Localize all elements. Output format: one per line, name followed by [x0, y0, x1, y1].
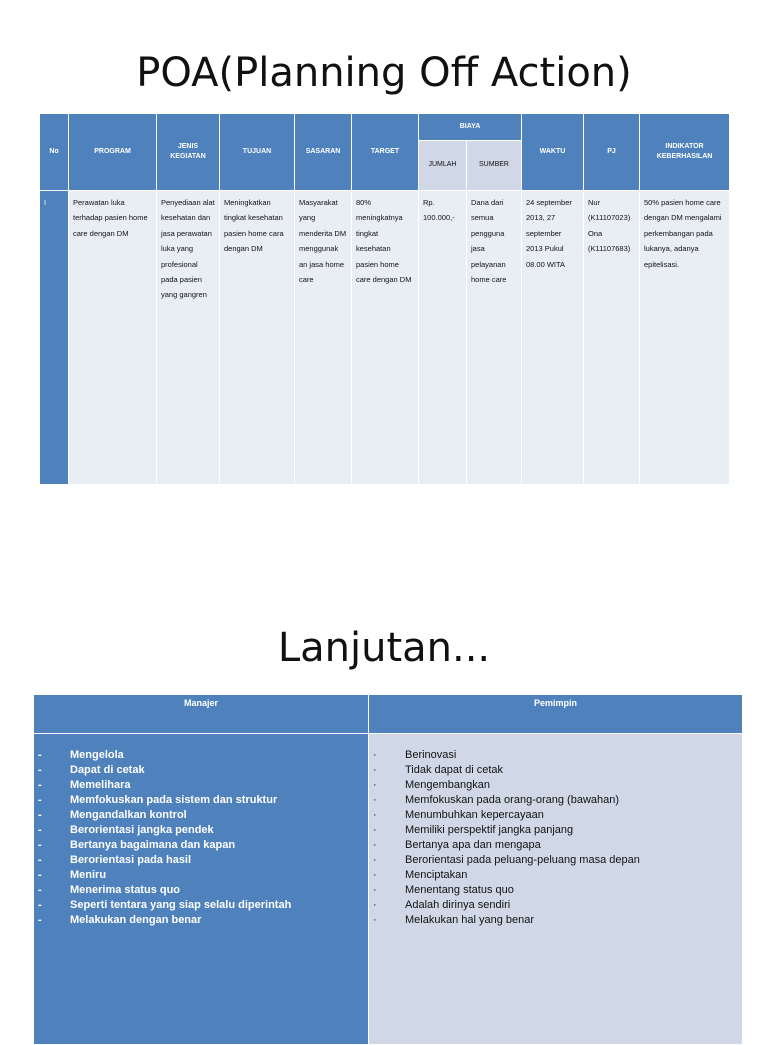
list-item	[36, 823, 366, 838]
list-item-text: Menumbuhkan kepercayaan	[405, 809, 544, 821]
list-item	[36, 778, 366, 793]
bullet: ·	[373, 824, 377, 836]
list-item	[36, 913, 366, 928]
list-item-text: Menciptakan	[405, 869, 468, 881]
bullet: -	[38, 779, 42, 791]
header-pj: PJ	[584, 114, 640, 191]
list-item-text: Bertanya apa dan mengapa	[405, 839, 541, 851]
pemimpin-list	[371, 748, 740, 928]
header-manajer: Manajer	[34, 695, 369, 734]
header-pemimpin: Pemimpin	[369, 695, 743, 734]
bullet: -	[38, 794, 42, 806]
list-item	[36, 868, 366, 883]
list-item	[36, 883, 366, 898]
cell-jenis-kegiatan: Penyediaan alat kesehatan dan jasa perawatan luka yang profesional pada pasien yang gangren	[157, 191, 220, 485]
list-item-text: Menentang status quo	[405, 884, 514, 896]
list-item-text: Tidak dapat di cetak	[405, 764, 504, 776]
bullet: ·	[373, 749, 377, 761]
list-item-text: Berorientasi pada hasil	[70, 854, 192, 866]
list-item	[371, 868, 740, 883]
cell-tujuan: Meningkatkan tingkat kesehatan pasien home cara dengan DM	[220, 191, 295, 485]
bullet: ·	[373, 884, 377, 896]
bullet: -	[38, 884, 42, 896]
list-item-text: Bertanya bagaimana dan kapan	[70, 839, 236, 851]
comparison-table	[33, 694, 743, 1045]
list-item-text: Berorientasi pada peluang-peluang masa depan	[405, 854, 640, 866]
bullet: -	[38, 899, 42, 911]
list-item-text: Mengandalkan kontrol	[70, 809, 187, 821]
header-no: No	[40, 114, 69, 191]
list-item	[371, 853, 740, 868]
header-target: TARGET	[352, 114, 419, 191]
section-title: Lanjutan...	[277, 625, 491, 671]
poa-table	[39, 113, 730, 485]
list-item-text: Melakukan hal yang benar	[405, 914, 535, 926]
table-row	[40, 191, 730, 485]
list-item	[371, 778, 740, 793]
cell-target: 80% meningkatnya tingkat kesehatan pasien home care dengan DM	[352, 191, 419, 485]
list-item	[36, 853, 366, 868]
list-item-text: Mengelola	[70, 749, 124, 761]
bullet: -	[38, 854, 42, 866]
bullet: -	[38, 824, 42, 836]
list-item	[371, 883, 740, 898]
bullet: ·	[373, 839, 377, 851]
list-item-text: Menerima status quo	[70, 884, 181, 896]
list-item-text: Dapat di cetak	[70, 764, 145, 776]
header-jumlah: JUMLAH	[419, 141, 467, 191]
list-item-text: Memelihara	[70, 779, 131, 791]
list-item	[36, 793, 366, 808]
list-item	[371, 838, 740, 853]
header-tujuan: TUJUAN	[220, 114, 295, 191]
bullet: -	[38, 914, 42, 926]
bullet: ·	[373, 809, 377, 821]
header-jenis-kegiatan: JENIS KEGIATAN	[157, 114, 220, 191]
cell-pj: Nur (K11107023) Ona (K11107683)	[584, 191, 640, 485]
cell-sumber: Dana dari semua pengguna jasa pelayanan home care	[467, 191, 522, 485]
list-item	[371, 808, 740, 823]
list-item-text: Memiliki perspektif jangka panjang	[405, 824, 574, 836]
list-item-text: Meniru	[70, 869, 107, 881]
bullet: -	[38, 869, 42, 881]
list-item	[371, 763, 740, 778]
list-item	[371, 823, 740, 838]
header-sasaran: SASARAN	[295, 114, 352, 191]
list-item-text: Memfokuskan pada sistem dan struktur	[70, 794, 278, 806]
bullet: -	[38, 749, 42, 761]
header-biaya: BIAYA	[419, 114, 522, 141]
cell-no: I	[40, 191, 69, 485]
manajer-cell	[34, 734, 369, 1045]
page-title: POA(Planning Off Action)	[136, 50, 632, 96]
header-sumber: SUMBER	[467, 141, 522, 191]
manajer-list	[36, 748, 366, 928]
list-item	[36, 838, 366, 853]
bullet: -	[38, 764, 42, 776]
bullet: ·	[373, 764, 377, 776]
list-item-text: Seperti tentara yang siap selalu diperintah	[70, 899, 292, 911]
list-item-text: Adalah dirinya sendiri	[405, 899, 511, 911]
header-waktu: WAKTU	[522, 114, 584, 191]
pemimpin-cell	[369, 734, 743, 1045]
list-item-text: Berinovasi	[405, 749, 457, 761]
list-item	[371, 793, 740, 808]
bullet: ·	[373, 854, 377, 866]
list-item	[36, 763, 366, 778]
header-program: PROGRAM	[69, 114, 157, 191]
list-item-text: Memfokuskan pada orang-orang (bawahan)	[405, 794, 620, 806]
list-item	[36, 808, 366, 823]
bullet: -	[38, 809, 42, 821]
bullet: ·	[373, 899, 377, 911]
cell-indikator: 50% pasien home care dengan DM mengalami perkembangan pada lukanya, adanya epitelisasi.	[640, 191, 730, 485]
cell-waktu: 24 september 2013, 27 september 2013 Pukul 08.00 WITA	[522, 191, 584, 485]
list-item	[36, 898, 366, 913]
list-item-text: Mengembangkan	[405, 779, 491, 791]
bullet: ·	[373, 794, 377, 806]
bullet: -	[38, 839, 42, 851]
bullet: ·	[373, 869, 377, 881]
cell-jumlah: Rp. 100.000,-	[419, 191, 467, 485]
list-item	[371, 913, 740, 928]
list-item-text: Berorientasi jangka pendek	[70, 824, 214, 836]
list-item	[371, 748, 740, 763]
cell-sasaran: Masyarakat yang menderita DM menggunak an jasa home care	[295, 191, 352, 485]
bullet: ·	[373, 914, 377, 926]
cell-program: Perawatan luka terhadap pasien home care dengan DM	[69, 191, 157, 485]
list-item	[36, 748, 366, 763]
slide-lanjutan	[0, 580, 768, 1024]
header-indikator: INDIKATOR KEBERHASILAN	[640, 114, 730, 191]
list-item	[371, 898, 740, 913]
slide-poa	[0, 0, 768, 512]
bullet: ·	[373, 779, 377, 791]
list-item-text: Melakukan dengan benar	[70, 914, 202, 926]
